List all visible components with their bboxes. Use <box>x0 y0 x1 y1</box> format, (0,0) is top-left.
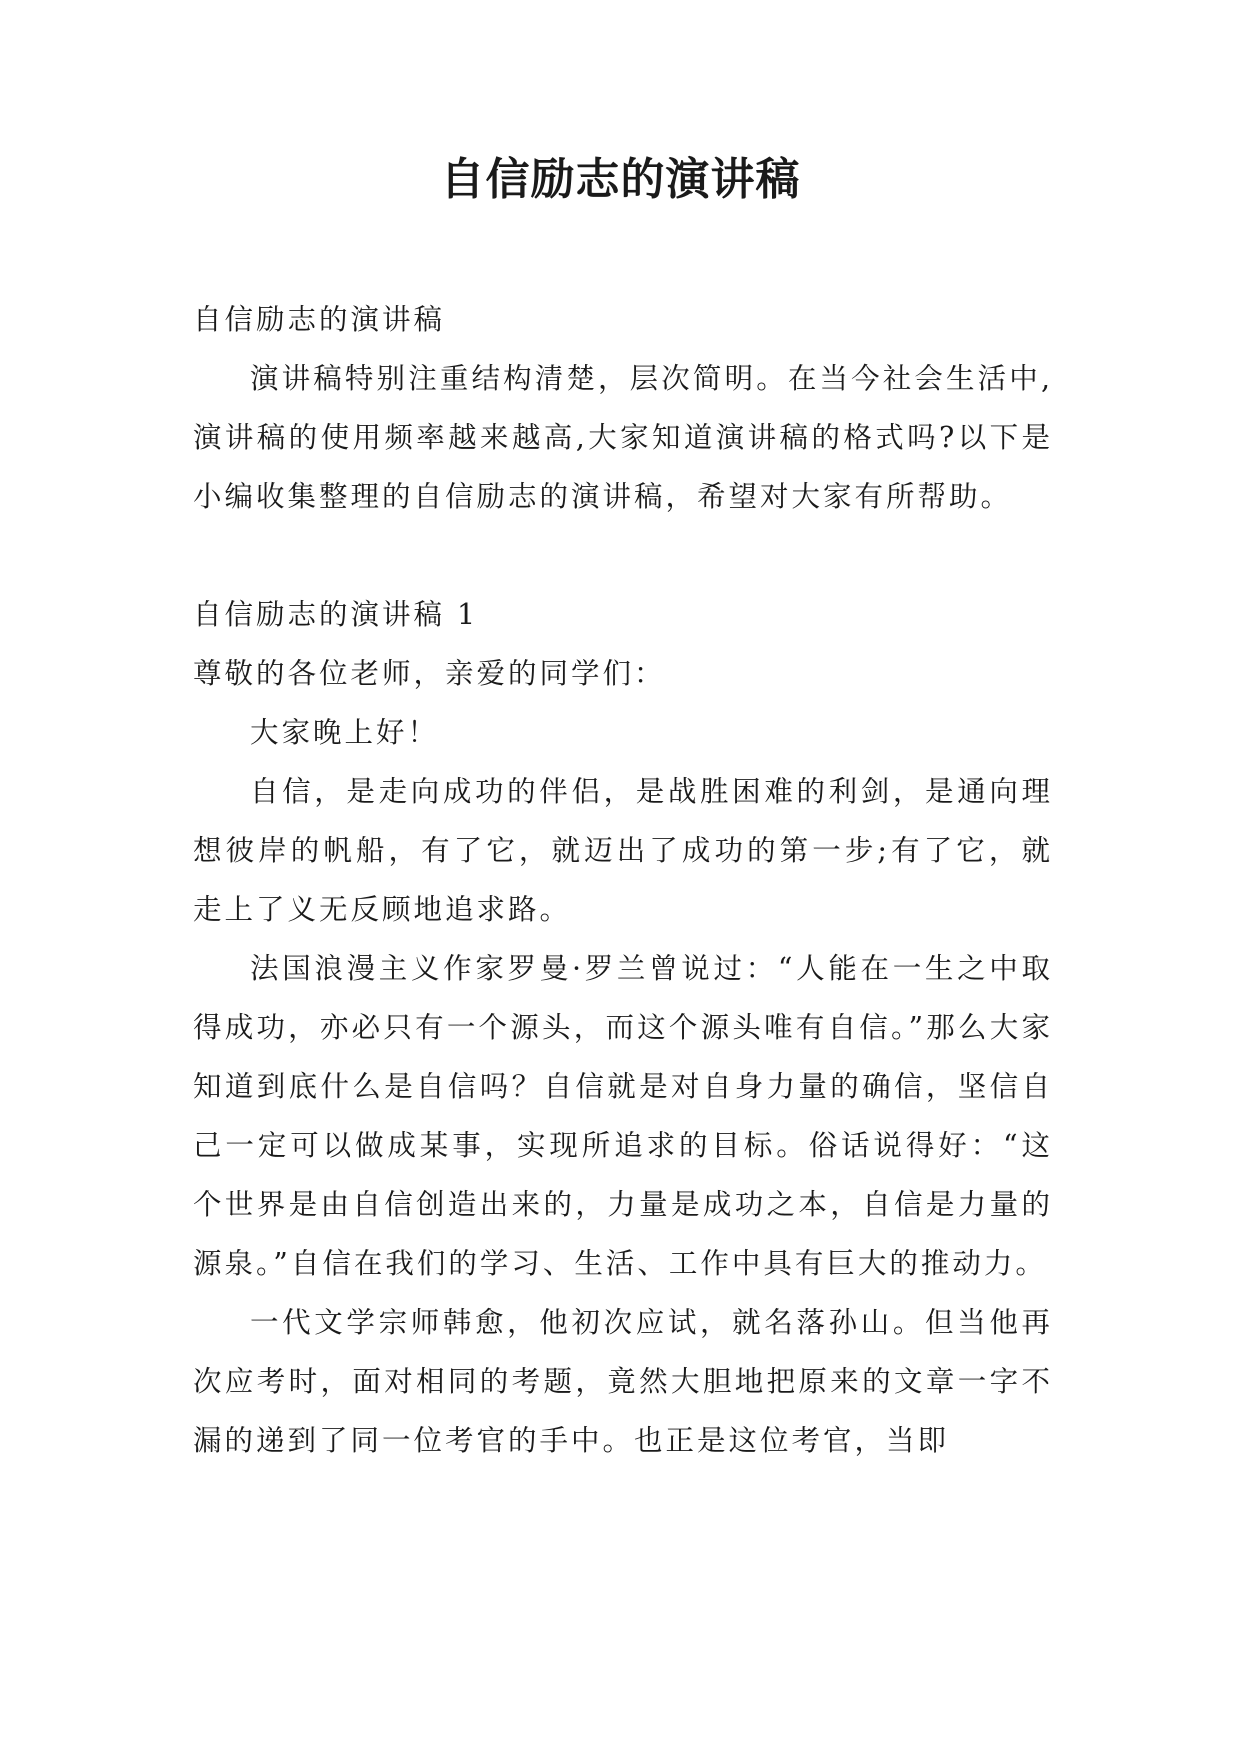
greeting: 大家晚上好！ <box>250 716 440 749</box>
document-body <box>193 290 1053 1470</box>
document-title: 自信励志的演讲稿 <box>440 154 801 205</box>
body-paragraph: 法国浪漫主义作家罗曼·罗兰曾说过：“人能在一生之中取得成功，亦必只有一个源头，而这个源头唯有自信。”那么大家知道到底什么是自信吗？自信就是对自身力量的确信，坚信自己一定可以做成某事，实现所追求的目标。俗话说得好：“这个世界是由自信创造出来的，力量是成功之本，自信是力量的源泉。”自信在我们的学习、生活、工作中具有巨大的推动力。 <box>193 952 1053 1280</box>
section-heading: 自信励志的演讲稿 1 <box>193 598 479 631</box>
paragraph-spacer <box>193 526 1053 585</box>
salutation: 尊敬的各位老师，亲爱的同学们： <box>193 657 666 690</box>
body-paragraph: 自信，是走向成功的伴侣，是战胜困难的利剑，是通向理想彼岸的帆船，有了它，就迈出了成功的第一步;有了它，就走上了义无反顾地追求路。 <box>193 775 1053 926</box>
document-subtitle: 自信励志的演讲稿 <box>193 303 446 336</box>
intro-paragraph: 演讲稿特别注重结构清楚，层次简明。在当今社会生活中,演讲稿的使用频率越来越高,大家知道演讲稿的格式吗?以下是小编收集整理的自信励志的演讲稿，希望对大家有所帮助。 <box>193 362 1053 513</box>
body-paragraph: 一代文学宗师韩愈，他初次应试，就名落孙山。但当他再次应考时，面对相同的考题，竟然大胆地把原来的文章一字不漏的递到了同一位考官的手中。也正是这位考官，当即 <box>193 1306 1053 1457</box>
